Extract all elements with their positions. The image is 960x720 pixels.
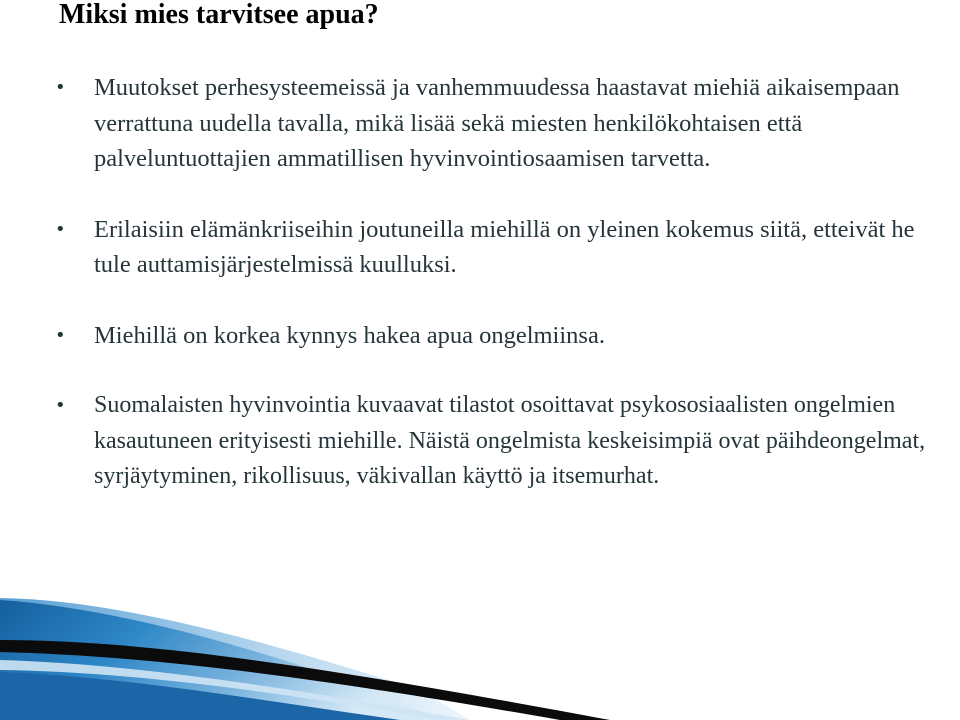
wave-light — [0, 598, 470, 720]
bullet-item — [52, 388, 947, 495]
bullet-dot-icon: • — [55, 218, 66, 240]
bullet-list — [52, 70, 947, 495]
bullet-text: Erilaisiin elämänkriiseihin joutuneilla miehillä on yleinen kokemus siitä, etteivät he tule auttamisjärjestelmissä kuulluksi. — [94, 215, 915, 278]
wave-highlight — [0, 660, 470, 720]
wave-bottom — [0, 672, 400, 720]
wave-dark — [0, 640, 610, 720]
slide-title: Miksi mies tarvitsee apua? — [59, 0, 379, 30]
bullet-dot-icon: • — [55, 77, 66, 98]
bullet-text: Muutokset perhesysteemeissä ja vanhemmuudessa haastavat miehiä aikaisempaan verrattuna uudella tavalla, mikä lisää sekä miesten henkilökohtaisen että palveluntuottajien ammatillisen hyvinvointiosaamisen tarvetta. — [94, 74, 900, 172]
bullet-item — [52, 318, 947, 354]
bullet-dot-icon: • — [55, 395, 66, 416]
bullet-text: Miehillä on korkea kynnys hakea apua ongelmiinsa. — [94, 321, 605, 349]
bullet-text: Suomalaisten hyvinvointia kuvaavat tilastot osoittavat psykososiaalisten ongelmien kasautuneen erityisesti miehille. Näistä ongelmista keskeisimpiä ovat päihdeongelmat, syrjäytyminen, rikollisuus, väkivallan käyttö ja itsemurhat. — [94, 392, 926, 489]
bullet-dot-icon: • — [55, 324, 66, 346]
bullet-item — [52, 70, 947, 177]
bullet-item — [52, 212, 947, 283]
wave-blue — [0, 600, 440, 720]
